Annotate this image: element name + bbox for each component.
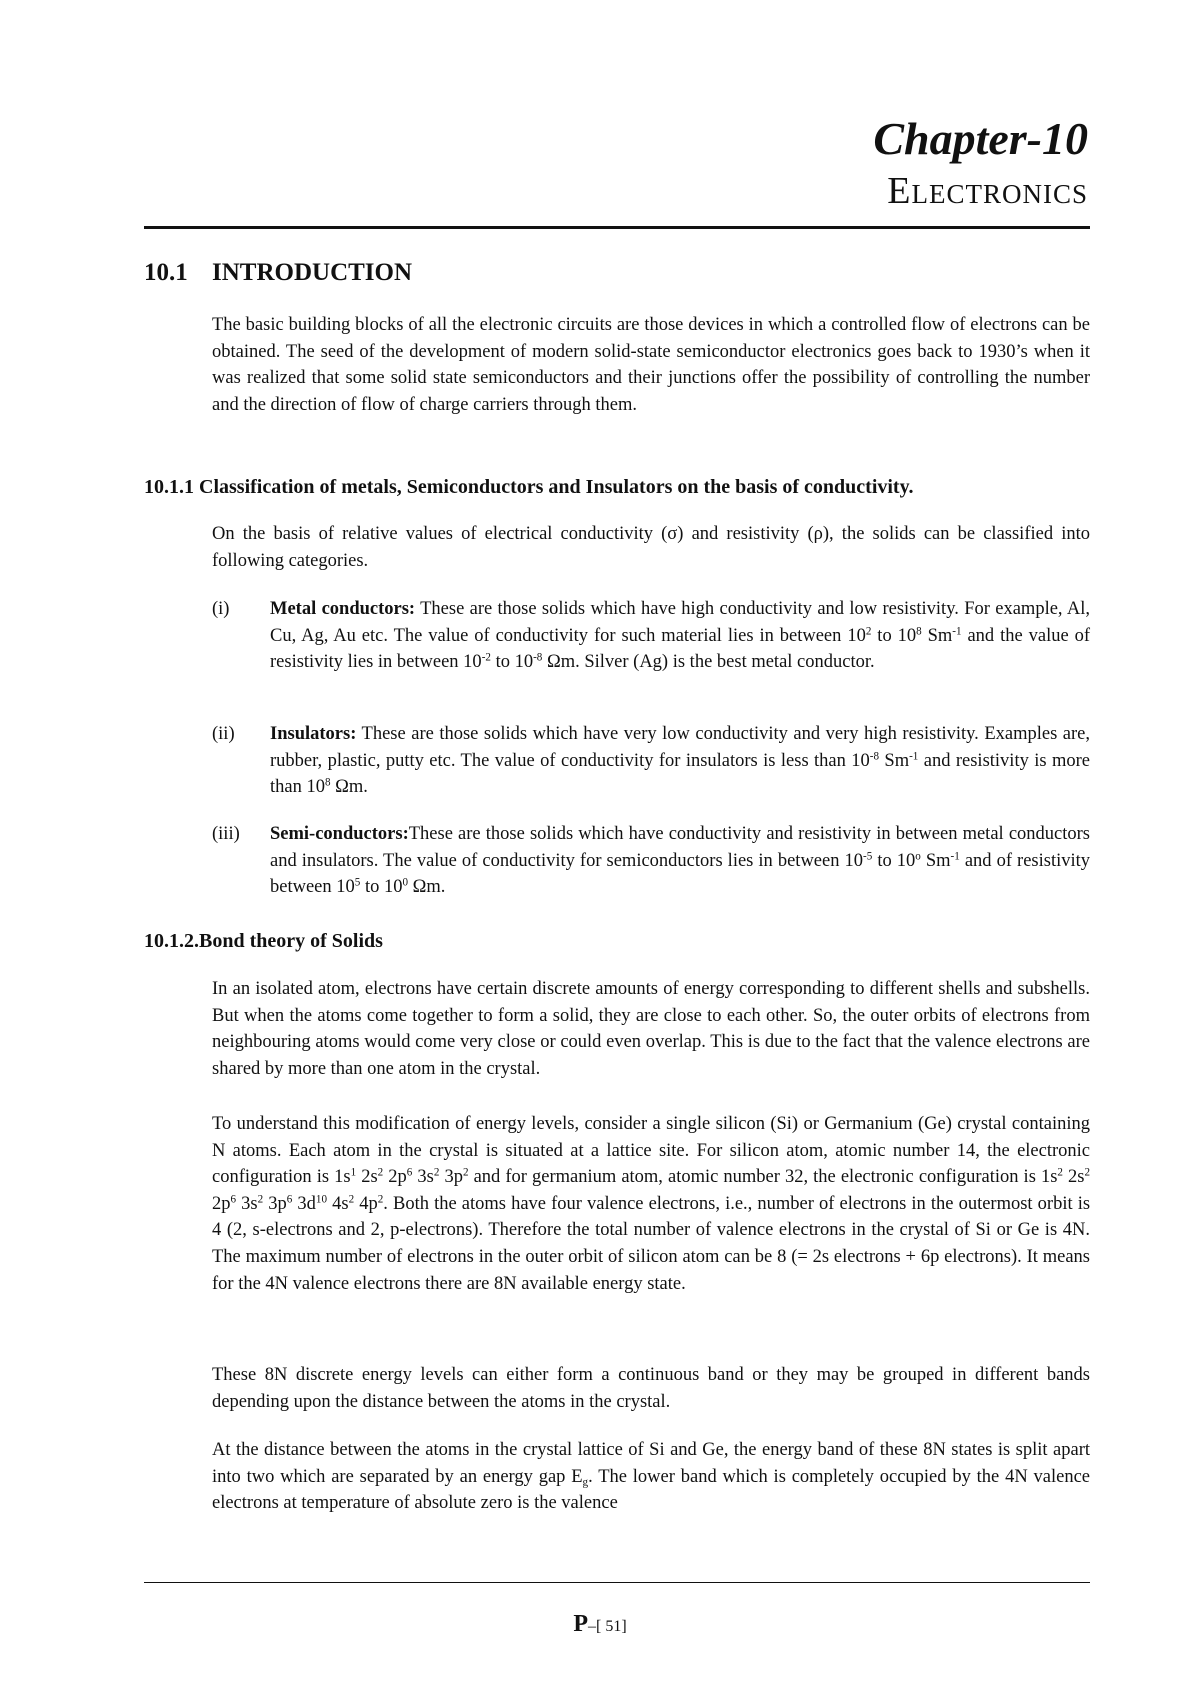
subscript: g	[582, 1475, 589, 1488]
superscript: 1	[350, 1166, 357, 1179]
list-marker: (i)	[212, 599, 230, 619]
text-run: 10	[844, 850, 864, 871]
text-run: Ωm.	[330, 777, 368, 798]
list-item-content	[270, 821, 1090, 901]
text-run: . The lower band which is completely occupied by the 4N valence electrons at temperature of absolute zero is the valence	[212, 1466, 1090, 1514]
list-item-content	[270, 721, 1090, 801]
text-run: 2p	[212, 1193, 231, 1214]
subsection-heading-10-1-2: 10.1.2.Bond theory of Solids	[144, 930, 383, 952]
footer-rule	[144, 1582, 1090, 1583]
superscript: -2	[481, 651, 491, 664]
page-number	[0, 1610, 1200, 1641]
text-run: Ωm. Silver (Ag) is the best metal conductor.	[542, 652, 875, 673]
superscript: 2	[257, 1193, 264, 1206]
classification-intro: On the basis of relative values of electrical conductivity (σ) and resistivity (ρ), the solids can be classified into following categories.	[212, 524, 1090, 571]
superscript: 2	[377, 1193, 384, 1206]
list-item-metal-conductors	[212, 596, 1090, 676]
superscript: -1	[909, 749, 919, 762]
text-run: and of resistivity between 10	[270, 850, 1091, 898]
text-run: and resistivity is more than 10	[270, 750, 1090, 798]
list-marker: (iii)	[212, 824, 240, 844]
text-run: to 10	[871, 625, 917, 646]
text-run: 3s	[412, 1167, 434, 1188]
superscript: 6	[286, 1193, 293, 1206]
text-run: 2p	[383, 1167, 407, 1188]
text-run: 2s	[356, 1167, 378, 1188]
text-run: 10	[851, 750, 870, 771]
text-run: 3p	[263, 1193, 287, 1214]
text-run: 4p	[354, 1193, 378, 1214]
text-run: 3p	[439, 1167, 463, 1188]
superscript: -8	[869, 749, 880, 762]
text-run: 10	[847, 625, 866, 646]
text-run: 3d	[292, 1193, 316, 1214]
superscript: 0	[402, 876, 408, 889]
text-run: 3s	[236, 1193, 258, 1214]
bond-theory-paragraph-4	[212, 1437, 1090, 1517]
subsection-heading-10-1-1: 10.1.1 Classification of metals, Semiconductors and Insulators on the basis of conductivity.	[144, 476, 914, 498]
superscript: 8	[916, 624, 922, 637]
list-item-content	[270, 596, 1090, 676]
section-heading-10-1	[144, 258, 412, 288]
text-run: Sm	[879, 750, 910, 771]
section-number: 10.1	[144, 259, 188, 286]
text-run: Ωm.	[408, 877, 446, 898]
chapter-label: Chapter-10	[873, 113, 1088, 164]
header-rule	[144, 226, 1090, 229]
chapter-title: Electronics	[887, 170, 1088, 212]
bond-theory-paragraph-2	[212, 1111, 1090, 1297]
superscript: 2	[348, 1193, 355, 1206]
superscript: 6	[406, 1166, 413, 1179]
list-item-term: Metal conductors:	[270, 599, 416, 619]
list-item-term: Insulators:	[270, 724, 357, 744]
bond-theory-paragraph-3: These 8N discrete energy levels can either form a continuous band or they may be grouped in different bands depending upon the distance between the atoms in the crystal.	[212, 1365, 1090, 1412]
superscript: 2	[865, 624, 872, 637]
text-run: and for germanium atom, atomic number 32, the electronic configuration is 1s	[468, 1167, 1058, 1188]
list-item-text: These are those solids which have high conductivity and low resistivity. For example, Al, Cu, Ag, Au etc. The value of conductivity for such material lies in between	[270, 599, 1090, 646]
bond-theory-paragraph-1: In an isolated atom, electrons have certain discrete amounts of energy corresponding to different shells and subshells. But when the atoms come together to form a solid, they are close to each other. So, the outer orbits of electrons from neighbouring atoms would come very close or could even overlap. This is due to the fact that the valence electrons are shared by more than one atom in the crystal.	[212, 979, 1090, 1079]
text-run: to 10	[490, 652, 534, 673]
superscript: -8	[533, 651, 543, 664]
text-run: 4s	[327, 1193, 349, 1214]
text-run: 2s	[1062, 1167, 1085, 1188]
superscript: -5	[863, 849, 873, 862]
text-run: . Both the atoms have four valence electrons, i.e., number of electrons in the outermost orbit is 4 (2, s-electrons and 2, p-electrons). Therefore the total number of valence electrons in the crystal of Si or Ge is 4N. The maximum number of electrons in the outer orbit of silicon atom can be 8 (= 2s electrons + 6p electrons). It means for the 4N valence electrons there are 8N available energy state.	[212, 1193, 1091, 1294]
list-item-term: Semi-conductors:	[270, 824, 409, 844]
superscript: 5	[354, 876, 361, 889]
list-marker: (ii)	[212, 724, 235, 744]
superscript: 6	[230, 1193, 237, 1206]
section-title: INTRODUCTION	[212, 259, 413, 286]
superscript: 8	[324, 776, 331, 789]
text-run: and the value of resistivity lies in between 10	[270, 625, 1091, 673]
text-run: To understand this modification of energy levels, consider a single silicon (Si) or Germanium (Ge) crystal containing N atoms. Each atom in the crystal is situated at a lattice site. For silicon atom, atomic number 14, the electronic configuration is 1s	[212, 1114, 1090, 1188]
superscript: 2	[1084, 1166, 1091, 1179]
page-number-text: –[ 51]	[588, 1618, 627, 1635]
list-item-semiconductors	[212, 821, 1090, 901]
intro-paragraph: The basic building blocks of all the electronic circuits are those devices in which a controlled flow of electrons can be obtained. The seed of the development of modern solid-state semiconductor electronics goes back to 1930’s when it was realized that some solid state semiconductors and their junctions offer the possibility of controlling the number and the direction of flow of charge carriers through them.	[212, 315, 1090, 415]
superscript: -1	[952, 624, 962, 637]
text-run: to 10	[872, 850, 916, 871]
superscript: 2	[377, 1166, 384, 1179]
page-prefix: P	[573, 1611, 588, 1637]
list-item-text: These are those solids which have conductivity and resistivity in between metal conductors and insulators. The value of conductivity for semiconductors lies in between	[270, 824, 1090, 871]
list-item-text: These are those solids which have very low conductivity and very high resistivity. Examples are, rubber, plastic, putty etc. The value of conductivity for insulators is less than	[270, 724, 1090, 771]
text-run: Sm	[920, 850, 951, 871]
superscript: 10	[315, 1193, 328, 1206]
text-run: Sm	[921, 625, 953, 646]
superscript: 2	[1057, 1166, 1063, 1179]
superscript: o	[915, 849, 921, 862]
list-item-insulators	[212, 721, 1090, 801]
text-run: At the distance between the atoms in the crystal lattice of Si and Ge, the energy band of these 8N states is split apart into two which are separated by an energy gap E	[212, 1440, 1090, 1487]
text-run: to 10	[360, 877, 403, 898]
superscript: 2	[433, 1166, 440, 1179]
superscript: 2	[462, 1166, 469, 1179]
superscript: -1	[950, 849, 960, 862]
